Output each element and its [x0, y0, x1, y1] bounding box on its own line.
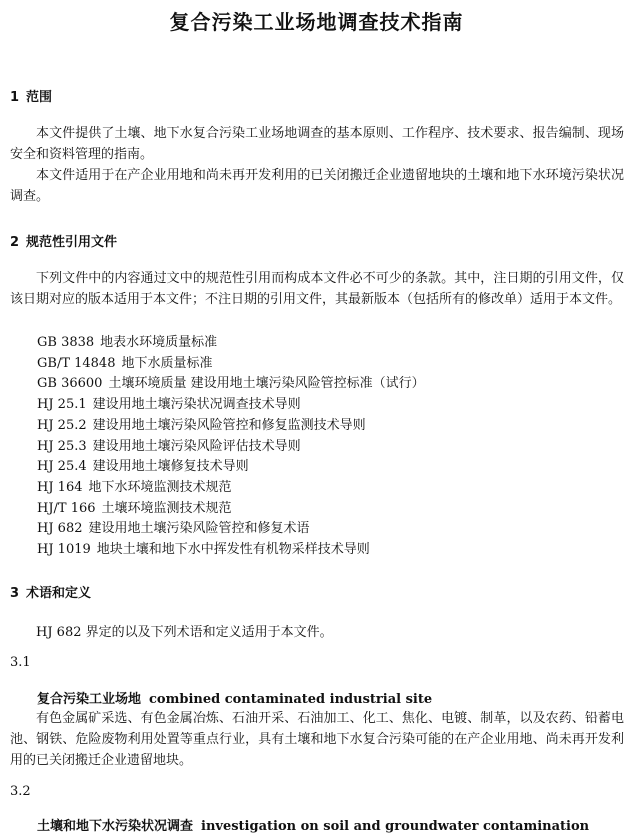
section-title: 规范性引用文件 — [26, 235, 118, 250]
term-chinese: 复合污染工业场地 — [37, 692, 142, 707]
normative-references-list — [37, 333, 425, 561]
reference-item: HJ/T 166 土壤环境监测技术规范 — [37, 500, 232, 516]
section-2-paragraph-1: 下列文件中的内容通过文中的规范性引用而构成本文件必不可少的条款。其中，注日期的引用文件，仅该日期对应的版本适用于本文件；不注日期的引用文件，其最新版本（包括所有的修改单）适用于本文件。 — [10, 271, 624, 307]
section-title: 术语和定义 — [26, 586, 92, 601]
reference-item: GB/T 14848 地下水质量标准 — [37, 355, 213, 371]
document-title: 复合污染工业场地调查技术指南 — [169, 10, 464, 34]
section-3-heading — [10, 582, 91, 601]
reference-item: HJ 1019 地块土壤和地下水中挥发性有机物采样技术导则 — [37, 542, 370, 558]
term-number: 3.2 — [10, 784, 31, 799]
reference-item: HJ 25.1 建设用地土壤污染状况调查技术导则 — [37, 397, 301, 413]
reference-item: HJ 25.3 建设用地土壤污染风险评估技术导则 — [37, 438, 301, 454]
section-number: 2 — [10, 235, 20, 250]
term-english: combined contaminated industrial site — [149, 692, 433, 707]
term-definition: 有色金属矿采选、有色金属冶炼、石油开采、石油加工、化工、焦化、电镀、制革，以及农药、铅蓄电池、钢铁、危险废物利用处置等重点行业，具有土壤和地下水复合污染可能的在产企业用地、尚未再开发利用的已关闭搬迁企业遗留地块。 — [10, 711, 624, 768]
section-title: 范围 — [26, 90, 53, 105]
reference-item: HJ 164 地下水环境监测技术规范 — [37, 479, 232, 495]
section-1-paragraph-1: 本文件提供了土壤、地下水复合污染工业场地调查的基本原则、工作程序、技术要求、报告编制、现场安全和资料管理的指南。 — [10, 126, 624, 162]
term-heading — [37, 688, 432, 707]
term-number: 3.1 — [10, 655, 31, 670]
reference-item: HJ 25.4 建设用地土壤修复技术导则 — [37, 459, 249, 475]
term-heading — [37, 815, 589, 834]
section-3-paragraph-1: HJ 682 界定的以及下列术语和定义适用于本文件。 — [36, 625, 333, 640]
term-chinese: 土壤和地下水污染状况调查 — [37, 819, 194, 834]
reference-item: GB 3838 地表水环境质量标准 — [37, 335, 218, 350]
section-2-heading — [10, 231, 117, 250]
reference-item: HJ 25.2 建设用地土壤污染风险管控和修复监测技术导则 — [37, 417, 366, 433]
section-number: 3 — [10, 586, 20, 601]
section-number: 1 — [10, 90, 20, 105]
section-1-paragraph-2: 本文件适用于在产企业用地和尚未再开发利用的已关闭搬迁企业遗留地块的土壤和地下水环境污染状况调查。 — [10, 168, 624, 204]
section-1-heading — [10, 86, 52, 105]
term-english: investigation on soil and groundwater contamination — [201, 819, 590, 834]
reference-item: GB 36600 土壤环境质量 建设用地土壤污染风险管控标准（试行） — [37, 376, 425, 392]
reference-item: HJ 682 建设用地土壤污染风险管控和修复术语 — [37, 521, 310, 537]
